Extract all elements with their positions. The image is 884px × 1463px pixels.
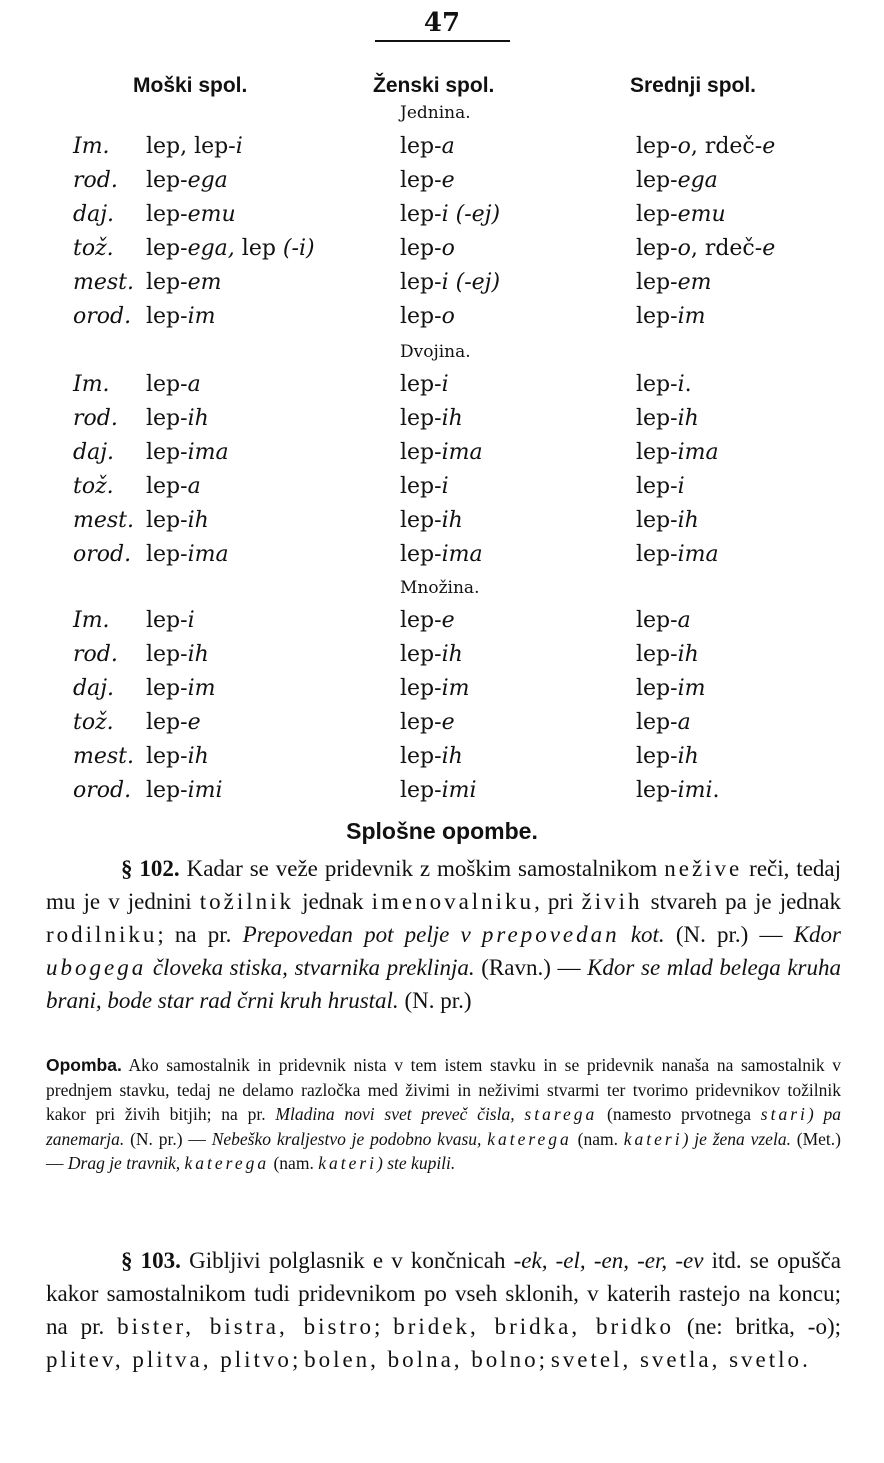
case-label: rod. (73, 168, 118, 193)
neuter-form: lep-im (636, 304, 706, 329)
feminine-form: lep-e (400, 168, 455, 193)
neuter-form: lep-ih (636, 406, 699, 431)
declension-row (0, 778, 884, 812)
neuter-form: lep-ih (636, 508, 699, 533)
declension-row (0, 440, 884, 474)
masculine-form: lep-imi (146, 778, 223, 803)
declension-row (0, 508, 884, 542)
declension-row (0, 642, 884, 676)
column-header-neuter: Srednji spol. (630, 74, 757, 97)
feminine-form: lep-imi (400, 778, 477, 803)
feminine-form: lep-ih (400, 508, 463, 533)
declension-row (0, 372, 884, 406)
case-label: orod. (73, 304, 132, 329)
declension-row (0, 202, 884, 236)
column-header-feminine: Ženski spol. (373, 74, 495, 97)
masculine-form: lep-a (146, 372, 201, 397)
case-label: tož. (73, 710, 114, 735)
neuter-form: lep-em (636, 270, 712, 295)
case-label: mest. (73, 270, 135, 295)
masculine-form: lep-i (146, 608, 195, 633)
feminine-form: lep-a (400, 134, 455, 159)
feminine-form: lep-i (-ej) (400, 202, 501, 227)
feminine-form: lep-e (400, 608, 455, 633)
neuter-form: lep-ih (636, 744, 699, 769)
masculine-form: lep-ima (146, 440, 229, 465)
masculine-form: lep-ih (146, 406, 209, 431)
case-label: Im. (73, 372, 110, 397)
feminine-form: lep-ih (400, 642, 463, 667)
paragraph-103: § 103. Gibljivi polglasnik e v končnicah -ek, -el, -en, -er, -ev itd. se opušča kakor samostalnikom tudi pridevnikom po vseh sklonih, v katerih rastejo na koncu; na pr. bister, bistra, bistro; bridek, bridka, bridko (ne: britka, -o); plitev, plitva, plitvo; bolen, bolna, bolno; svetel, svetla, svetlo. (46, 1248, 842, 1372)
header-rule (375, 40, 510, 42)
declension-row (0, 676, 884, 710)
neuter-form: lep-ih (636, 642, 699, 667)
masculine-form: lep-im (146, 676, 216, 701)
feminine-form: lep-ima (400, 440, 483, 465)
masculine-form: lep-em (146, 270, 222, 295)
neuter-form: lep-emu (636, 202, 726, 227)
declension-row (0, 474, 884, 508)
feminine-form: lep-ih (400, 744, 463, 769)
declension-row (0, 542, 884, 576)
neuter-form: lep-a (636, 710, 691, 735)
masculine-form: lep, lep-i (146, 134, 243, 159)
neuter-form: lep-i (636, 474, 685, 499)
masculine-form: lep-ega (146, 168, 228, 193)
masculine-form: lep-ih (146, 642, 209, 667)
declension-row (0, 304, 884, 338)
case-label: tož. (73, 236, 114, 261)
section-heading-general-notes: Splošne opombe. (346, 818, 538, 844)
neuter-form: lep-ima (636, 542, 719, 567)
case-label: rod. (73, 642, 118, 667)
feminine-form: lep-i (400, 474, 449, 499)
page-number: 47 (423, 8, 461, 38)
neuter-form: lep-o, rdeč-e (636, 134, 776, 159)
declension-row (0, 134, 884, 168)
declension-row (0, 710, 884, 744)
neuter-form: lep-im (636, 676, 706, 701)
feminine-form: lep-o (400, 236, 455, 261)
paragraph-102: § 102. Kadar se veže pridevnik z moškim samostalnikom nežive reči, tedaj mu je v jednini tožilnik jednak imenovalniku, pri živih stvareh pa je jednak rodilniku; na pr. Prepovedan pot pelje v prepovedan kot. (N. pr.) — Kdor ubogega človeka stiska, stvarnika preklinja. (Ravn.) — Kdor se mlad belega kruha brani, bode star rad črni kruh hrustal. (N. pr.) (46, 856, 841, 1013)
masculine-form: lep-im (146, 304, 216, 329)
neuter-form: lep-imi. (636, 778, 720, 803)
section-label: Jednina. (400, 103, 471, 123)
feminine-form: lep-i (400, 372, 449, 397)
declension-row (0, 744, 884, 778)
case-label: daj. (73, 440, 115, 465)
masculine-form: lep-ih (146, 744, 209, 769)
feminine-form: lep-i (-ej) (400, 270, 501, 295)
masculine-form: lep-emu (146, 202, 236, 227)
declension-row (0, 236, 884, 270)
masculine-form: lep-a (146, 474, 201, 499)
case-label: orod. (73, 778, 132, 803)
neuter-form: lep-ega (636, 168, 718, 193)
neuter-form: lep-ima (636, 440, 719, 465)
feminine-form: lep-e (400, 710, 455, 735)
neuter-form: lep-i. (636, 372, 692, 397)
masculine-form: lep-ega, lep (-i) (146, 236, 315, 261)
case-label: Im. (73, 608, 110, 633)
section-label: Dvojina. (400, 342, 471, 362)
case-label: rod. (73, 406, 118, 431)
case-label: daj. (73, 676, 115, 701)
case-label: mest. (73, 744, 135, 769)
case-label: mest. (73, 508, 135, 533)
case-label: daj. (73, 202, 115, 227)
feminine-form: lep-o (400, 304, 455, 329)
feminine-form: lep-ima (400, 542, 483, 567)
feminine-form: lep-im (400, 676, 470, 701)
masculine-form: lep-ih (146, 508, 209, 533)
neuter-form: lep-o, rdeč-e (636, 236, 776, 261)
case-label: orod. (73, 542, 132, 567)
declension-row (0, 270, 884, 304)
feminine-form: lep-ih (400, 406, 463, 431)
declension-row (0, 406, 884, 440)
case-label: tož. (73, 474, 114, 499)
declension-row (0, 168, 884, 202)
case-label: Im. (73, 134, 110, 159)
column-header-masculine: Moški spol. (133, 74, 248, 97)
declension-row (0, 608, 884, 642)
note-paragraph: Opomba. Ako samostalnik in pridevnik nista v tem istem stavku in se pridevnik nanaša na samostalnik v prednjem stavku, tedaj ne delamo razločka med živimi in neživimi stvarmi ter tvorimo pridevnikov tožilnik kakor pri živih bitjih; na pr. Mladina novi svet preveč čisla, starega (namesto prvotnega stari) pa zanemarja. (N. pr.) — Nebeško kraljestvo je podobno kvasu, katerega (nam. kateri) je žena vzela. (Met.) — Drag je travnik, katerega (nam. kateri) ste kupili. (46, 1055, 842, 1173)
section-label: Množina. (400, 578, 480, 598)
masculine-form: lep-e (146, 710, 201, 735)
neuter-form: lep-a (636, 608, 691, 633)
masculine-form: lep-ima (146, 542, 229, 567)
